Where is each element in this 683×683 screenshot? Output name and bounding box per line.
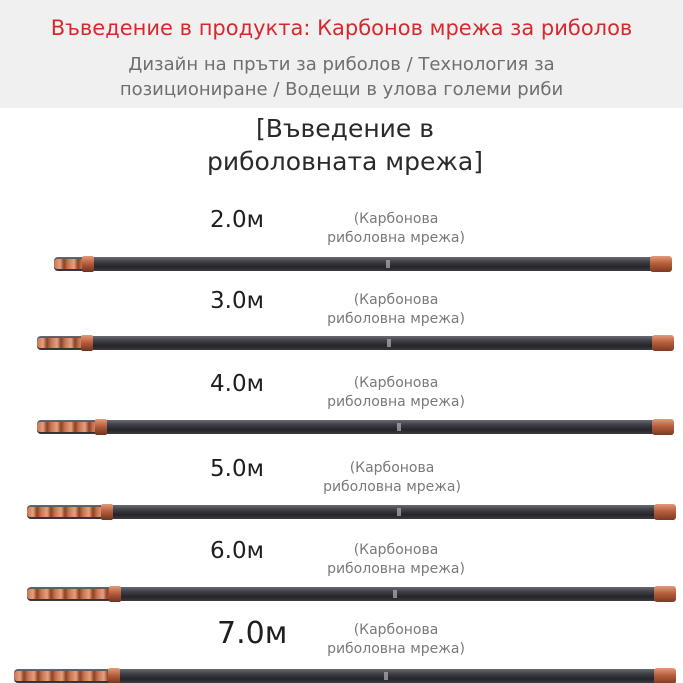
product-length: 6.0м xyxy=(210,538,264,564)
rod-end-cap xyxy=(650,256,672,272)
rod-end-cap xyxy=(652,335,674,351)
product-note xyxy=(318,541,474,579)
rod-mark xyxy=(393,590,397,598)
rod-mark xyxy=(386,260,390,268)
rod-tip xyxy=(37,338,83,348)
product-length: 2.0м xyxy=(210,207,264,233)
product-note-line-1: (Карбонова xyxy=(353,292,439,308)
product-note-line-1: (Карбонова xyxy=(349,460,435,476)
carbon-rod-image xyxy=(54,257,668,271)
rod-collar xyxy=(108,668,120,683)
header-subtitle-line-2: позициониране / Водещи в улова големи риби xyxy=(119,79,564,100)
rod-mark xyxy=(387,339,391,347)
rod-collar xyxy=(82,256,94,272)
section-title-line-1: [Въведение в xyxy=(255,114,434,143)
product-note-line-2: риболовна мрежа) xyxy=(327,394,465,410)
product-row-6m xyxy=(0,537,683,617)
rod-end-cap xyxy=(652,419,674,435)
product-note-line-2: риболовна мрежа) xyxy=(323,479,461,495)
product-note xyxy=(314,459,470,497)
rod-end-cap xyxy=(654,504,676,520)
rod-end-cap xyxy=(654,586,676,602)
header-subtitle xyxy=(0,52,683,102)
product-length: 3.0м xyxy=(210,288,264,314)
product-row-5m xyxy=(0,455,683,535)
product-row-4m xyxy=(0,370,683,450)
carbon-rod-image xyxy=(37,420,670,434)
product-note-line-2: риболовна мрежа) xyxy=(327,230,465,246)
product-note-line-1: (Карбонова xyxy=(353,542,439,558)
product-note xyxy=(318,374,474,412)
product-note xyxy=(318,291,474,329)
rod-tip xyxy=(54,259,84,269)
rod-collar xyxy=(101,504,113,520)
product-note-line-2: риболовна мрежа) xyxy=(327,641,465,657)
product-row-7m xyxy=(0,617,683,683)
rod-mark xyxy=(397,423,401,431)
carbon-rod-image xyxy=(27,587,672,601)
section-title-line-2: риболовната мрежа] xyxy=(206,147,484,176)
carbon-rod-image xyxy=(27,505,672,519)
product-length: 4.0м xyxy=(210,371,264,397)
carbon-rod-image xyxy=(14,669,672,683)
rod-end-cap xyxy=(654,668,676,683)
product-length: 7.0м xyxy=(217,616,288,651)
rod-collar xyxy=(109,586,121,602)
product-note xyxy=(318,621,474,659)
product-note-line-1: (Карбонова xyxy=(353,622,439,638)
header-title: Въведение в продукта: Карбонов мрежа за риболов xyxy=(50,16,633,40)
rod-tip xyxy=(14,671,110,681)
product-intro-header xyxy=(0,0,683,108)
rod-tip xyxy=(27,589,111,599)
rod-mark xyxy=(397,508,401,516)
carbon-rod-image xyxy=(37,336,670,350)
product-row-3m xyxy=(0,287,683,367)
product-note xyxy=(318,210,474,248)
product-note-line-2: риболовна мрежа) xyxy=(327,311,465,327)
product-note-line-2: риболовна мрежа) xyxy=(327,561,465,577)
header-subtitle-line-1: Дизайн на пръти за риболов / Технология за xyxy=(128,54,555,75)
rod-collar xyxy=(95,419,107,435)
section-title xyxy=(180,112,510,178)
product-note-line-1: (Карбонова xyxy=(353,375,439,391)
rod-tip xyxy=(27,507,103,517)
product-note-line-1: (Карбонова xyxy=(353,211,439,227)
rod-collar xyxy=(81,335,93,351)
rod-mark xyxy=(384,672,388,680)
product-length: 5.0м xyxy=(210,456,264,482)
rod-tip xyxy=(37,422,97,432)
product-row-2m xyxy=(0,206,683,286)
